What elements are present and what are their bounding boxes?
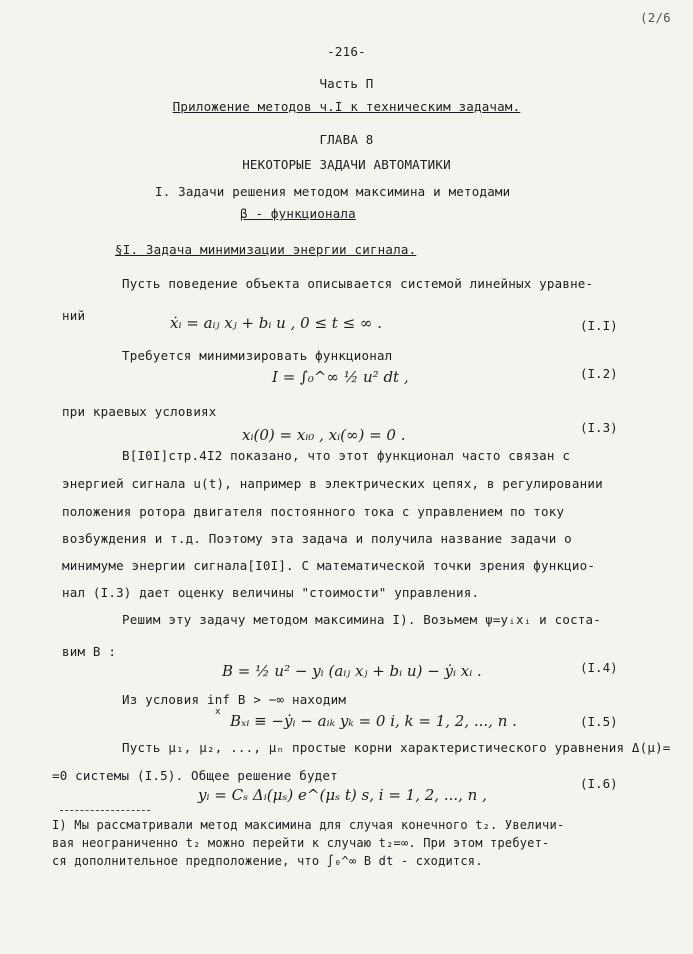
paragraph-3: при краевых условиях bbox=[62, 404, 217, 419]
paragraph-2: Требуется минимизировать функционал bbox=[122, 348, 393, 363]
paragraph-7-line-2: =0 системы (I.5). Общее решение будет bbox=[52, 768, 338, 783]
paragraph-6: Из условия inf B > −∞ находим bbox=[122, 692, 347, 707]
paragraph-4-line-5: минимуме энергии сигнала[I0I]. С математической точки зрения функцио- bbox=[62, 558, 596, 573]
section-title-line2: β - функционала bbox=[240, 206, 356, 221]
equation-5-number: (I.5) bbox=[580, 714, 618, 729]
equation-5: Bₓᵢ ≡ −ẏᵢ − aᵢₖ yₖ = 0 i, k = 1, 2, ..., n . bbox=[230, 712, 517, 730]
part-title: Приложение методов ч.I к техническим задачам. bbox=[172, 99, 521, 114]
equation-2-number: (I.2) bbox=[580, 366, 618, 381]
equation-4-number: (I.4) bbox=[580, 660, 618, 675]
footnote-line-3: ся дополнительное предположение, что ∫₀^∞ B dt - сходится. bbox=[52, 854, 483, 868]
subsection-title: §I. Задача минимизации энергии сигнала. bbox=[115, 242, 417, 257]
footnote-line-2: вая неограниченно t₂ можно перейти к случаю t₂=∞. При этом требует- bbox=[52, 836, 550, 850]
paragraph-4-line-3: положения ротора двигателя постоянного тока с управлением по току bbox=[62, 504, 565, 519]
chapter-heading: ГЛАВА 8 bbox=[319, 132, 374, 147]
equation-4: B = ½ u² − yᵢ (aᵢⱼ xⱼ + bᵢ u) − ẏᵢ xᵢ . bbox=[222, 662, 482, 680]
paragraph-7-line-1: Пусть μ₁, μ₂, ..., μₙ простые корни характеристического уравнения Δ(μ)= bbox=[122, 740, 671, 755]
footnote-line-1: I) Мы рассматривали метод максимина для случая конечного t₂. Увеличи- bbox=[52, 818, 565, 832]
equation-1: ẋᵢ = aᵢⱼ xⱼ + bᵢ u , 0 ≤ t ≤ ∞ . bbox=[170, 314, 382, 332]
paragraph-5-line-1: Решим эту задачу методом максимина I). Возьмем ψ=yᵢxᵢ и соста- bbox=[122, 612, 601, 627]
corner-number: (2/6 bbox=[640, 10, 671, 25]
section-title-line1: I. Задачи решения методом максимина и методами bbox=[155, 184, 511, 199]
equation-3-number: (I.3) bbox=[580, 420, 618, 435]
chapter-title: НЕКОТОРЫЕ ЗАДАЧИ АВТОМАТИКИ bbox=[242, 157, 451, 172]
paragraph-1-line-1: Пусть поведение объекта описывается системой линейных уравне- bbox=[122, 276, 594, 291]
paragraph-4-line-2: энергией сигнала u(t), например в электрических цепях, в регулировании bbox=[62, 476, 603, 491]
paragraph-4-line-6: нал (I.3) дает оценку величины "стоимости" управления. bbox=[62, 585, 480, 600]
paragraph-4-line-1: В[I0I]стр.4I2 показано, что этот функционал часто связан с bbox=[122, 448, 571, 463]
equation-1-number: (I.I) bbox=[580, 318, 618, 333]
footnote-separator bbox=[60, 810, 150, 811]
equation-6: yᵢ = Cₛ Δᵢ(μₛ) e^(μₛ t) s, i = 1, 2, ..., n , bbox=[198, 786, 487, 804]
paragraph-1-line-2: ний bbox=[62, 308, 86, 323]
equation-6-number: (I.6) bbox=[580, 776, 618, 791]
paragraph-5-line-2: вим B : bbox=[62, 644, 117, 659]
paragraph-4-line-4: возбуждения и т.д. Поэтому эта задача и получила название задачи о bbox=[62, 531, 572, 546]
paragraph-6-subscript: x bbox=[215, 707, 221, 717]
equation-3: xᵢ(0) = xᵢ₀ , xᵢ(∞) = 0 . bbox=[242, 426, 406, 444]
equation-2: I = ∫₀^∞ ½ u² dt , bbox=[272, 368, 409, 386]
part-heading: Часть П bbox=[319, 76, 374, 91]
page-number: -216- bbox=[327, 44, 366, 59]
